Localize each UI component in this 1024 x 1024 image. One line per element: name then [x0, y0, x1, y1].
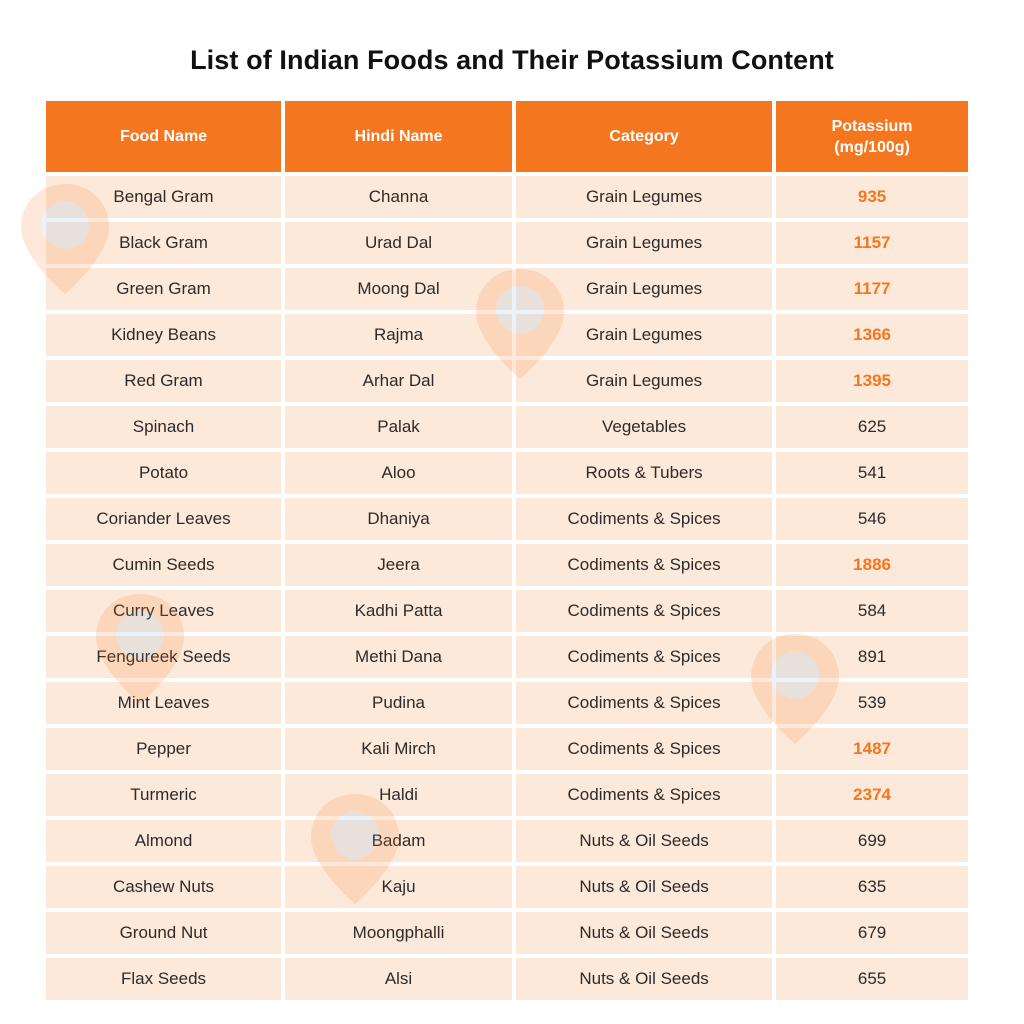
table-row — [46, 912, 968, 954]
table-body — [46, 176, 968, 1000]
cell-food-name: Spinach — [46, 406, 281, 448]
cell-potassium: 1487 — [776, 728, 968, 770]
cell-potassium: 625 — [776, 406, 968, 448]
cell-category: Nuts & Oil Seeds — [516, 912, 772, 954]
table-row — [46, 360, 968, 402]
cell-category: Codiments & Spices — [516, 774, 772, 816]
table-row — [46, 222, 968, 264]
table-row — [46, 728, 968, 770]
header-category: Category — [516, 101, 772, 172]
cell-category: Grain Legumes — [516, 360, 772, 402]
cell-category: Codiments & Spices — [516, 728, 772, 770]
cell-potassium: 541 — [776, 452, 968, 494]
cell-hindi-name: Methi Dana — [285, 636, 512, 678]
cell-food-name: Curry Leaves — [46, 590, 281, 632]
cell-potassium: 2374 — [776, 774, 968, 816]
cell-hindi-name: Dhaniya — [285, 498, 512, 540]
cell-potassium: 1157 — [776, 222, 968, 264]
cell-category: Codiments & Spices — [516, 590, 772, 632]
cell-food-name: Almond — [46, 820, 281, 862]
table-row — [46, 774, 968, 816]
cell-food-name: Green Gram — [46, 268, 281, 310]
cell-potassium: 1366 — [776, 314, 968, 356]
cell-category: Nuts & Oil Seeds — [516, 958, 772, 1000]
cell-hindi-name: Jeera — [285, 544, 512, 586]
cell-hindi-name: Urad Dal — [285, 222, 512, 264]
cell-category: Grain Legumes — [516, 176, 772, 218]
cell-hindi-name: Alsi — [285, 958, 512, 1000]
cell-hindi-name: Moongphalli — [285, 912, 512, 954]
potassium-table — [42, 97, 972, 1004]
cell-category: Nuts & Oil Seeds — [516, 820, 772, 862]
cell-category: Nuts & Oil Seeds — [516, 866, 772, 908]
cell-category: Codiments & Spices — [516, 498, 772, 540]
cell-category: Grain Legumes — [516, 314, 772, 356]
table-row — [46, 820, 968, 862]
cell-category: Roots & Tubers — [516, 452, 772, 494]
cell-potassium: 1395 — [776, 360, 968, 402]
table-row — [46, 590, 968, 632]
cell-food-name: Mint Leaves — [46, 682, 281, 724]
cell-potassium: 655 — [776, 958, 968, 1000]
cell-food-name: Cumin Seeds — [46, 544, 281, 586]
cell-potassium: 1886 — [776, 544, 968, 586]
cell-category: Codiments & Spices — [516, 544, 772, 586]
cell-potassium: 891 — [776, 636, 968, 678]
cell-food-name: Kidney Beans — [46, 314, 281, 356]
cell-potassium: 1177 — [776, 268, 968, 310]
table-row — [46, 268, 968, 310]
cell-category: Grain Legumes — [516, 268, 772, 310]
cell-category: Codiments & Spices — [516, 636, 772, 678]
table-row — [46, 866, 968, 908]
cell-food-name: Coriander Leaves — [46, 498, 281, 540]
table-row — [46, 544, 968, 586]
cell-hindi-name: Pudina — [285, 682, 512, 724]
cell-potassium: 546 — [776, 498, 968, 540]
cell-potassium: 935 — [776, 176, 968, 218]
table-row — [46, 636, 968, 678]
cell-food-name: Fengureek Seeds — [46, 636, 281, 678]
table-row — [46, 176, 968, 218]
header-potassium: Potassium (mg/100g) — [776, 101, 968, 172]
cell-potassium: 584 — [776, 590, 968, 632]
cell-hindi-name: Kaju — [285, 866, 512, 908]
cell-food-name: Flax Seeds — [46, 958, 281, 1000]
cell-potassium: 679 — [776, 912, 968, 954]
table-row — [46, 682, 968, 724]
cell-potassium: 539 — [776, 682, 968, 724]
table-row — [46, 314, 968, 356]
cell-hindi-name: Haldi — [285, 774, 512, 816]
cell-hindi-name: Moong Dal — [285, 268, 512, 310]
page-title: List of Indian Foods and Their Potassium Content — [190, 45, 834, 75]
cell-hindi-name: Arhar Dal — [285, 360, 512, 402]
cell-hindi-name: Kadhi Patta — [285, 590, 512, 632]
cell-food-name: Potato — [46, 452, 281, 494]
cell-hindi-name: Channa — [285, 176, 512, 218]
cell-potassium: 635 — [776, 866, 968, 908]
cell-food-name: Ground Nut — [46, 912, 281, 954]
header-food-name: Food Name — [46, 101, 281, 172]
cell-food-name: Pepper — [46, 728, 281, 770]
cell-category: Grain Legumes — [516, 222, 772, 264]
cell-food-name: Red Gram — [46, 360, 281, 402]
cell-potassium: 699 — [776, 820, 968, 862]
potassium-table-wrapper — [46, 101, 968, 1000]
cell-hindi-name: Rajma — [285, 314, 512, 356]
cell-hindi-name: Badam — [285, 820, 512, 862]
cell-food-name: Turmeric — [46, 774, 281, 816]
cell-hindi-name: Kali Mirch — [285, 728, 512, 770]
table-row — [46, 958, 968, 1000]
cell-food-name: Bengal Gram — [46, 176, 281, 218]
cell-category: Vegetables — [516, 406, 772, 448]
table-row — [46, 406, 968, 448]
header-hindi-name: Hindi Name — [285, 101, 512, 172]
table-row — [46, 498, 968, 540]
table-header-row — [46, 101, 968, 172]
cell-food-name: Black Gram — [46, 222, 281, 264]
cell-food-name: Cashew Nuts — [46, 866, 281, 908]
cell-hindi-name: Palak — [285, 406, 512, 448]
cell-category: Codiments & Spices — [516, 682, 772, 724]
table-row — [46, 452, 968, 494]
cell-hindi-name: Aloo — [285, 452, 512, 494]
